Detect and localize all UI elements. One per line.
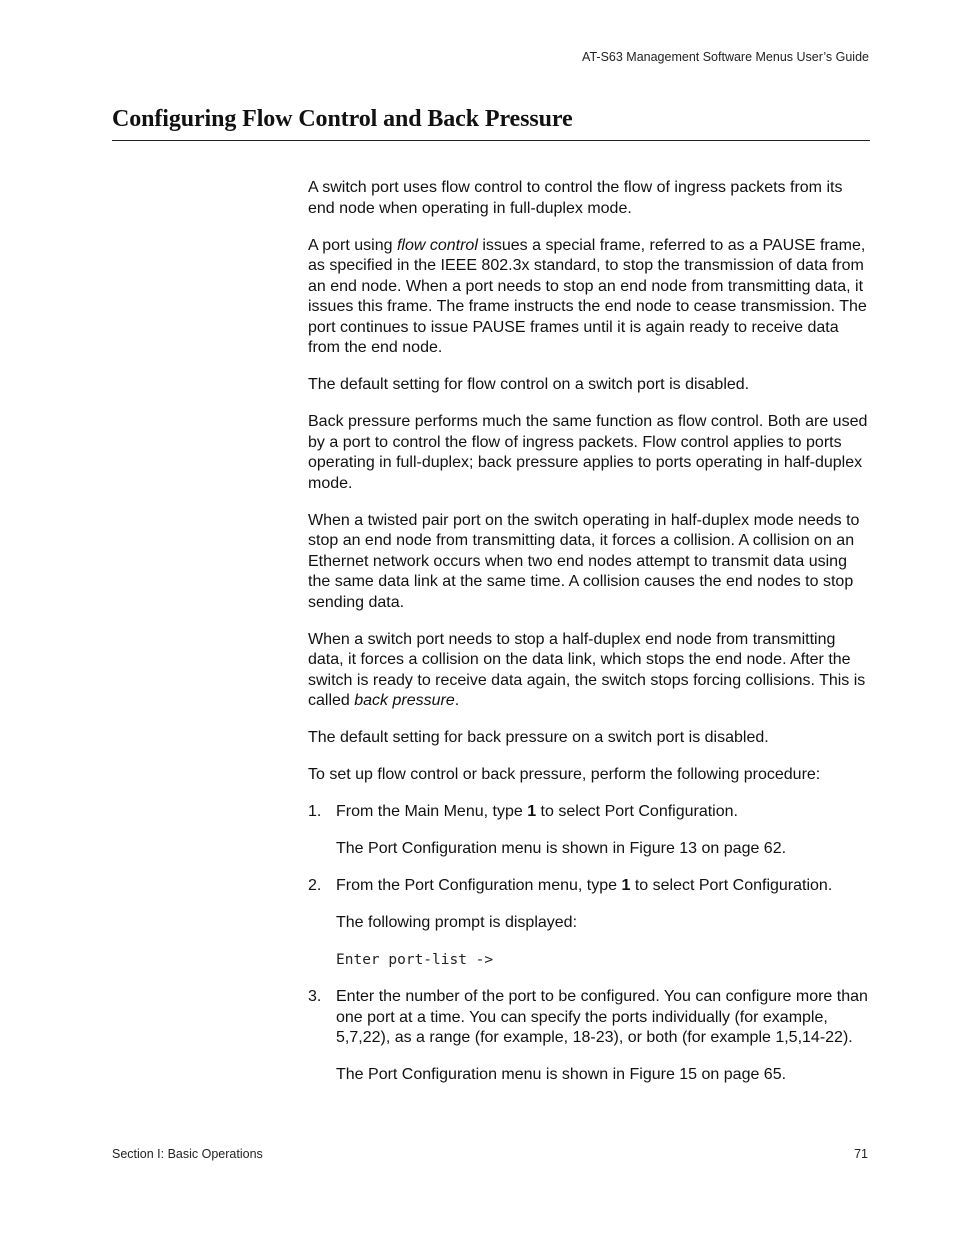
paragraph-back-pressure-intro: Back pressure performs much the same function as flow control. Both are used by a port to control the flow of ingress packets. Flow control applies to ports operating in full-duplex; back pressure applies to ports operating in half-duplex mode. [308, 413, 868, 492]
term-flow-control: flow control [396, 236, 478, 254]
page-number: 71 [854, 1147, 868, 1161]
step-key: 1 [621, 877, 631, 894]
procedure-step [308, 802, 873, 860]
step-number: 1. [308, 803, 322, 820]
step-instruction: Enter the number of the port to be configured. You can configure more than one port at a time. You can specify the ports individually (for example, 5,7,22), as a range (for example, 18-23), or both (for example 1,5,14-22). [336, 988, 868, 1046]
step-key: 1 [527, 803, 537, 820]
step-instruction: From the Port Configuration menu, type 1 to select Port Configuration. [336, 877, 833, 894]
prompt-code: Enter port-list -> [336, 952, 494, 968]
paragraph-flow-control-default: The default setting for flow control on a switch port is disabled. [308, 376, 750, 393]
procedure-step [308, 876, 873, 971]
term-back-pressure: back pressure [354, 692, 455, 709]
body-text [308, 178, 873, 1102]
paragraph-collision: When a twisted pair port on the switch operating in half-duplex mode needs to stop an end node from transmitting data, it forces a collision. A collision on an Ethernet network occurs when two end nodes attempt to transmit data using the same data link at the same time. A collision causes the end nodes to stop sending data. [308, 511, 860, 611]
section-title: Configuring Flow Control and Back Pressure [112, 106, 573, 132]
paragraph-pause-frame: A port using flow control issues a special frame, referred to as a PAUSE frame, as specified in the IEEE 802.3x standard, to stop the transmission of data from an end node. When a port needs to stop an end node from transmitting data, it issues this frame. The frame instructs the end node to cease transmission. The port continues to issue PAUSE frames until it is again ready to receive data from the end node. [308, 236, 867, 356]
procedure-steps [308, 802, 873, 1086]
running-header: AT-S63 Management Software Menus User’s Guide [582, 50, 869, 64]
paragraph-procedure-intro: To set up flow control or back pressure, perform the following procedure: [308, 766, 821, 783]
paragraph-back-pressure-default: The default setting for back pressure on a switch port is disabled. [308, 729, 769, 746]
step-result: The Port Configuration menu is shown in Figure 15 on page 65. [336, 1066, 787, 1083]
step-result: The following prompt is displayed: [336, 914, 578, 931]
paragraph-flow-control-intro: A switch port uses flow control to control the flow of ingress packets from its end node when operating in full-duplex mode. [308, 179, 843, 217]
paragraph-back-pressure-definition: When a switch port needs to stop a half-duplex end node from transmitting data, it forces a collision on the data link, which stops the end node. After the switch is ready to receive data again, the switch stops forcing collisions. This is called back pressure. [308, 630, 866, 709]
step-result: The Port Configuration menu is shown in Figure 13 on page 62. [336, 840, 787, 857]
step-number: 2. [308, 877, 322, 894]
title-divider [112, 140, 870, 141]
procedure-step [308, 987, 873, 1086]
step-number: 3. [308, 988, 322, 1005]
step-instruction: From the Main Menu, type 1 to select Port Configuration. [336, 803, 738, 820]
footer-section-label: Section I: Basic Operations [112, 1147, 263, 1161]
